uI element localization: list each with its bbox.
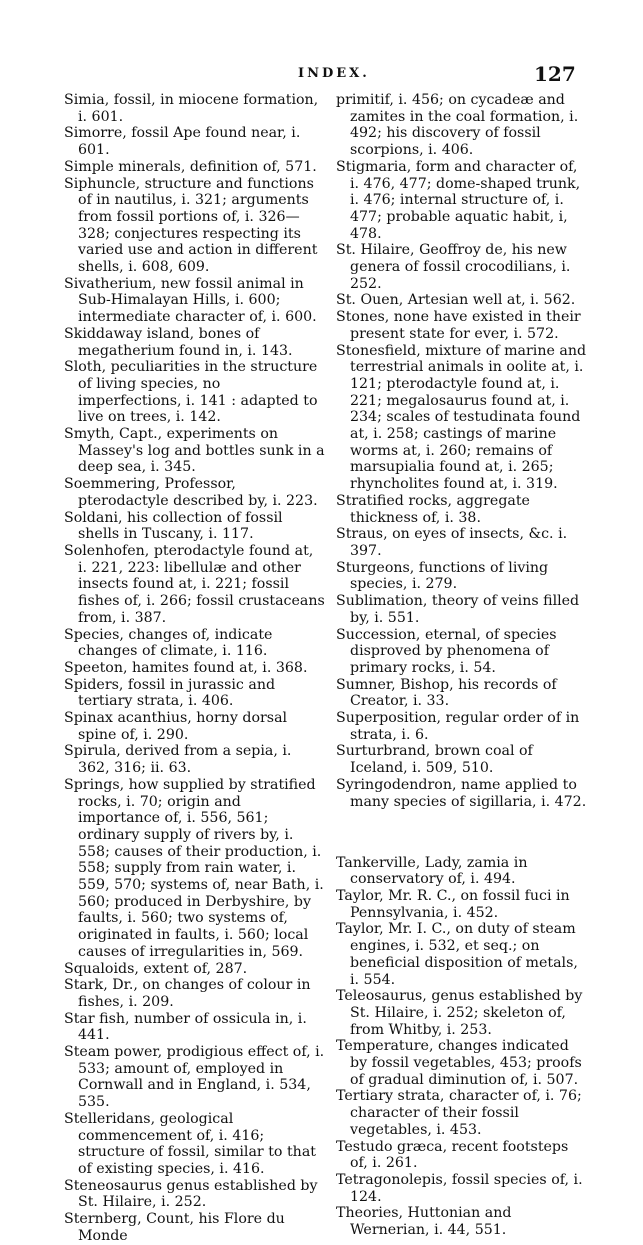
index-entry: Teleosaurus, genus established by St. Hilaire, i. 252; skeleton of, from Whitby, i. 253. <box>336 988 583 1038</box>
index-entry: Sivatherium, new fossil animal in Sub-Himalayan Hills, i. 600; intermediate character of, i. 600. <box>64 275 317 326</box>
index-entry: Spiders, fossil in jurassic and tertiary strata, i. 406. <box>64 676 276 710</box>
index-entry: Siphuncle, structure and functions of in nautilus, i. 321; arguments from fossil portions of, i. 326—328; conjectures respecting its varied use and action in different shells, i. 608, 609. <box>64 175 318 276</box>
index-entry: primitif, i. 456; on cycadeæ and zamites in the coal formation, i. 492; his discovery of fossil scorpions, i. 406. <box>336 92 579 159</box>
index-entry: Tetragonolepis, fossil species of, i. 124. <box>336 1171 583 1205</box>
page-number: 127 <box>534 62 576 86</box>
index-entry: Simia, fossil, in miocene formation, i. 601. <box>64 92 319 125</box>
index-entry: Succession, eternal, of species disproved by phenomena of primary rocks, i. 54. <box>336 626 557 676</box>
index-entry: Temperature, changes indicated by fossil vegetables, 453; proofs of gradual diminution of, i. 507. <box>336 1038 582 1088</box>
index-entry: St. Ouen, Artesian well at, i. 562. <box>336 292 576 309</box>
index-entry: Stones, none have existed in their present state for ever, i. 572. <box>336 309 581 342</box>
section-gap <box>336 824 588 840</box>
index-entry: Spirula, derived from a sepia, i. 362, 316; ii. 63. <box>64 743 292 777</box>
index-entry: Soemmering, Professor, pterodactyle described by, i. 223. <box>64 476 318 509</box>
index-entry: Spinax acanthius, horny dorsal spine of, i. 290. <box>64 710 288 743</box>
index-entry: Sumner, Bishop, his records of Creator, i. 33. <box>336 676 557 710</box>
index-entry: Superposition, regular order of in strata, i. 6. <box>336 710 580 743</box>
index-entry: Solenhofen, pterodactyle found at, i. 221, 223: libellulæ and other insects found at, i. 221; fossil fishes of, i. 266; fossil crustaceans from, i. 387. <box>64 542 325 626</box>
index-entry: St. Hilaire, Geoffroy de, his new genera of fossil crocodilians, i. 252. <box>336 242 571 292</box>
index-entry: Straus, on eyes of insects, &c. i. 397. <box>336 526 568 559</box>
index-entry: Steam power, prodigious effect of, i. 533; amount of, employed in Cornwall and in England, i. 534, 535. <box>64 1044 325 1111</box>
index-entry: Species, changes of, indicate changes of climate, i. 116. <box>64 626 273 660</box>
index-entry: Surturbrand, brown coal of Iceland, i. 509, 510. <box>336 743 533 777</box>
index-entry: Steneosaurus genus established by St. Hilaire, i. 252. <box>64 1177 318 1211</box>
index-entry: Testudo græca, recent footsteps of, i. 261. <box>336 1138 569 1172</box>
index-entry: Smyth, Capt., experiments on Massey's log and bottles sunk in a deep sea, i. 345. <box>64 426 325 476</box>
index-entry: Stelleridans, geological commencement of, i. 416; structure of fossil, similar to that of existing species, i. 416. <box>64 1110 316 1177</box>
index-entry: Taylor, Mr. I. C., on duty of steam engines, i. 532, et seq.; on beneficial disposition of metals, i. 554. <box>336 921 578 988</box>
index-entry: Stark, Dr., on changes of colour in fishes, i. 209. <box>64 977 311 1010</box>
index-entry: Sternberg, Count, his Flore du Monde <box>64 1211 285 1244</box>
page-header <box>0 62 643 92</box>
index-entry: Taylor, Mr. R. C., on fossil fuci in Pennsylvania, i. 452. <box>336 888 570 921</box>
index-entry: Simorre, fossil Ape found near, i. 601. <box>64 125 301 159</box>
index-entry: Theories, Huttonian and Wernerian, i. 44, 551. <box>336 1205 512 1239</box>
index-entry: Stratified rocks, aggregate thickness of, i. 38. <box>336 492 530 526</box>
index-entry: Stigmaria, form and character of, i. 476, 477; dome-shaped trunk, i. 476; internal structure of, i. 477; probable aquatic habit, i, 478. <box>336 158 581 242</box>
index-entry: Simple minerals, definition of, 571. <box>64 158 317 175</box>
index-column-left <box>64 92 326 1245</box>
index-entry: Stonesfield, mixture of marine and terrestrial animals in oolite at, i. 121; pterodactyle found at, i. 221; megalosaurus found at, i. 234; scales of testudinata found at, i. 258; castings of marine worms at, i. 260; remains of marsupialia found at, i. 265; rhyncholites found at, i. 319. <box>336 342 587 493</box>
index-entry: Star fish, number of ossicula in, i. 441. <box>64 1010 307 1044</box>
index-column-right <box>336 92 588 1239</box>
index-entry: Syringodendron, name applied to many species of sigillaria, i. 472. <box>336 776 587 810</box>
running-head: INDEX. <box>298 66 370 81</box>
index-entry: Speeton, hamites found at, i. 368. <box>64 659 308 676</box>
index-entry: Sublimation, theory of veins filled by, i. 551. <box>336 593 580 626</box>
index-entry: Sloth, peculiarities in the structure of living species, no imperfections, i. 141 : adapted to live on trees, i. 142. <box>64 359 318 426</box>
index-entry: Soldani, his collection of fossil shells in Tuscany, i. 117. <box>64 509 283 543</box>
index-entry: Tertiary strata, character of, i. 76; character of their fossil vegetables, i. 453. <box>336 1088 582 1138</box>
index-entry: Squaloids, extent of, 287. <box>64 960 248 977</box>
index-entry: Springs, how supplied by stratified rocks, i. 70; origin and importance of, i. 556, 561; ordinary supply of rivers by, i. 558; causes of their production, i. 558; supply from rain water, i. 559, 570; systems of, near Bath, i. 560; produced in Derbyshire, by faults, i. 560; two systems of, originated in faults, i. 560; local causes of irregularities in, 569. <box>64 776 324 960</box>
index-entry: Sturgeons, functions of living species, i. 279. <box>336 559 549 593</box>
index-entry: Tankerville, Lady, zamia in conservatory of, i. 494. <box>336 854 528 888</box>
index-entry: Skiddaway island, bones of megatherium found in, i. 143. <box>64 325 293 359</box>
